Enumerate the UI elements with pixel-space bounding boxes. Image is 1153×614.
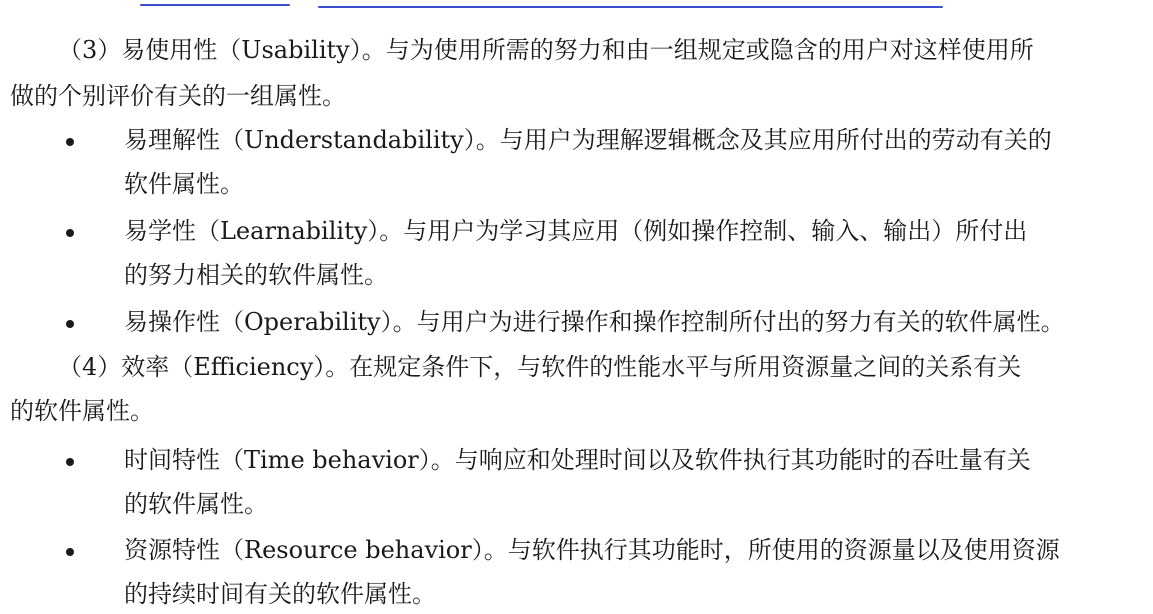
bullet-understandability-line-2: 软件属性。 [124,170,244,198]
annotation-underline-left [140,4,290,6]
bullet-learnability-line-1: 易学性（Learnability）。与用户为学习其应用（例如操作控制、输入、输出）所付出 [124,217,1028,245]
section-3-line-2: 做的个别评价有关的一组属性。 [10,82,346,110]
bullet-icon [66,229,74,237]
section-4-line-2: 的软件属性。 [10,397,154,425]
bullet-icon [66,458,74,466]
bullet-icon [66,138,74,146]
section-3-line-1: （3）易使用性（Usability）。与为使用所需的努力和由一组规定或隐含的用户对这样使用所 [58,36,1034,64]
bullet-resource-behavior-line-1: 资源特性（Resource behavior）。与软件执行其功能时，所使用的资源量以及使用资源 [124,536,1060,564]
bullet-time-behavior-line-1: 时间特性（Time behavior）。与响应和处理时间以及软件执行其功能时的吞吐量有关 [124,446,1031,474]
bullet-learnability-line-2: 的努力相关的软件属性。 [124,261,388,289]
bullet-icon [66,320,74,328]
section-4-line-1: （4）效率（Efficiency）。在规定条件下，与软件的性能水平与所用资源量之间的关系有关 [58,353,1022,381]
bullet-resource-behavior-line-2: 的持续时间有关的软件属性。 [124,580,436,608]
bullet-icon [66,548,74,556]
annotation-underline-right [318,6,943,8]
bullet-operability-line-1: 易操作性（Operability）。与用户为进行操作和操作控制所付出的努力有关的软件属性。 [124,308,1065,336]
bullet-understandability-line-1: 易理解性（Understandability）。与用户为理解逻辑概念及其应用所付出的劳动有关的 [124,126,1052,154]
bullet-time-behavior-line-2: 的软件属性。 [124,490,268,518]
